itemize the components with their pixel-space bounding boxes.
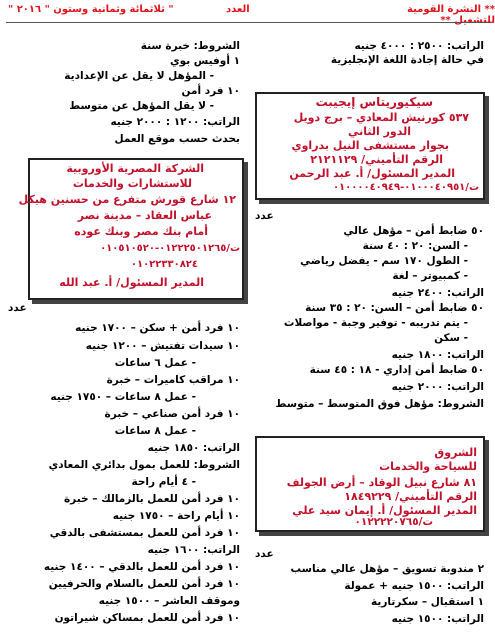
job-line: ١٠ مراقب كاميرات – خبرة xyxy=(106,374,240,386)
job-line: - كمبيوتر – لغة xyxy=(392,270,468,282)
job-line: ١ أوفيس بوي xyxy=(169,55,240,67)
company-name: الشركة المصرية الأوروبية xyxy=(66,162,204,175)
job-line: ٥٠ ضابط أمن – مؤهل عالي xyxy=(343,225,484,237)
job-line: - لا يقل المؤهل عن متوسط xyxy=(69,100,214,112)
count-label: عدد xyxy=(8,302,27,314)
company-phone: ت/٠١٢٢٢٢٠٧٦٥ xyxy=(354,516,433,528)
company-box-shorouk xyxy=(255,436,485,532)
job-line: - سكن xyxy=(434,332,468,344)
conditions-line: الشروط: خبرة سنة xyxy=(140,40,240,52)
job-line: ١٠ سيدات تفتيش – ١٢٠٠ جنيه xyxy=(85,340,240,352)
company-name: الشروق xyxy=(434,446,477,459)
job-line: ١٠ فرد أمن للعمل بالسلام والحرفيين xyxy=(48,578,240,590)
job-line: - السن: ٢٠ : ٤٠ سنة xyxy=(362,240,468,252)
text-line: الراتب: ٢٥٠٠ : ٤٠٠٠ جنيه xyxy=(354,40,484,52)
salary-line: الراتب: ٢٠٠٠ جنيه xyxy=(391,381,484,393)
header-divider xyxy=(6,22,490,23)
count-label: عدد xyxy=(255,548,274,560)
job-line: - عمل ٨ ساعات xyxy=(114,425,196,437)
company-box-egyptian-european xyxy=(18,158,244,300)
job-line: وموقف العاشر – ١٥٠٠ جنيه xyxy=(98,595,240,607)
company-phone: ٠١٠٢٢٣٣٠٨٢٤ xyxy=(130,259,198,270)
company-line: للسياحة والخدمات xyxy=(379,460,477,473)
company-line: ٨١ شارع نبيل الوقاد – أرض الجولف xyxy=(286,476,477,489)
company-line: المدير المسئول/ أ. عبد الرحمن xyxy=(289,167,455,180)
conditions-line: الشروط: للعمل بمول بدائري المعادي xyxy=(48,459,240,471)
issue-number: " ثلاثمائة وثمانية وستون " ٢٠١٦ " xyxy=(8,4,174,15)
job-line: ١٠ فرد أمن xyxy=(181,85,240,97)
issue-label: العدد xyxy=(226,4,250,15)
salary-line: الراتب: ١٨٠٠ جنيه xyxy=(391,349,484,361)
salary-line: الراتب: ١٨٥٠ جنيه xyxy=(147,442,240,454)
job-line: ١٠ فرد أمن للعمل بالدقي – ١٤٠٠ جنيه xyxy=(43,561,240,573)
company-line: للاستشارات والخدمات xyxy=(72,177,192,190)
company-line: ١٢ شارع قورش متفرع من حسنين هيكل xyxy=(18,193,236,206)
job-line: ١ استقبال – سكرتارية xyxy=(371,596,484,608)
company-line: الرقم التأميني/ ٢١٢١١٢٩ xyxy=(310,153,443,166)
left-column xyxy=(6,30,248,640)
job-line: ١٠ فرد أمن للعمل بالزمالك – خبرة xyxy=(63,493,240,505)
job-line: ١٠ فرد أمن صناعي – خبرة xyxy=(104,408,240,420)
job-line: ٥٠ ضابط أمن – السن: ٢٠ : ٣٥ سنة xyxy=(305,302,484,314)
salary-line: الراتب: ١٥٠٠ جنيه + عمولة xyxy=(344,580,484,592)
salary-line: الراتب: ١٥٠٠ جنيه xyxy=(391,613,484,625)
company-line: أمام بنك مصر وبنك عوده xyxy=(74,225,208,238)
job-line: - ٤ أيام راحة xyxy=(131,476,196,488)
salary-line: الراتب: ٢٤٠٠ جنيه xyxy=(391,287,484,299)
company-line: المدير المسئول/ أ. إيمان سيد علي xyxy=(292,504,477,517)
company-phone: ت/٠١٠٠٠٤٠٩٥١-٠١٠٠٠٠٤٠٩٤٩ xyxy=(332,182,479,193)
company-line: بجوار مستشفى النيل بدراوي xyxy=(291,139,449,152)
company-box-securitas xyxy=(255,92,485,200)
job-line: - عمل ٦ ساعات xyxy=(114,357,196,369)
text-line: في حالة إجادة اللغة الإنجليزية xyxy=(330,54,484,66)
company-name: سيكيوريتاس إيجيبت xyxy=(315,95,433,109)
conditions-line: الشروط: مؤهل فوق المتوسط – متوسط xyxy=(275,398,484,410)
salary-line: الراتب: ١٢٠٠ : ٢٠٠٠ جنيه xyxy=(110,116,240,128)
note-line: بحدث حسب موقع العمل xyxy=(114,133,240,145)
job-line: - الطول ١٧٠ سم - يفضل رياضي xyxy=(300,255,468,267)
job-line: - المؤهل لا يقل عن الإعدادية xyxy=(64,70,214,82)
page-header xyxy=(0,0,495,26)
company-line: المدير المسئول/ أ. عبد الله xyxy=(59,276,204,289)
company-line: ٥٣٧ كورنيش المعادي – برج دويل xyxy=(293,111,469,124)
publication-title: ** النشرة القومية للتشغيل ** xyxy=(407,4,495,26)
count-label: عدد xyxy=(255,210,274,222)
job-line: ١٠ أيام راحة – ١٧٥٠ جنيه xyxy=(112,510,240,522)
job-line: ١٠ فرد أمن + سكن – ١٧٠٠ جنيه xyxy=(75,322,240,334)
company-line: عباس العقاد – مدينة نصر xyxy=(77,209,212,222)
job-line: ١٠ فرد أمن للعمل بمساكن شيراتون xyxy=(54,612,240,624)
salary-line: الراتب: ١٦٠٠ جنيه xyxy=(147,544,240,556)
company-phone: ت/٠١٢٢٢٥٠١٢٦٥-٠١٠٥١٠٥٢٠ xyxy=(100,243,240,254)
right-column xyxy=(253,30,490,640)
job-line: - عمل ٨ ساعات – ١٧٥٠ جنيه xyxy=(50,391,196,403)
job-line: ٢ مندوبة تسويق – مؤهل عالي مناسب xyxy=(290,563,484,575)
job-line: ٥٠ ضابط أمن إداري - ١٨ : ٤٥ سنة xyxy=(309,364,484,376)
job-line: ١٠ فرد أمن للعمل بمستشفى بالدقي xyxy=(49,527,240,539)
job-line: - يتم تدريبه - توفير وجبة - مواصلات xyxy=(283,317,468,329)
company-line: الرقم التأميني/ ١٨٤٩٢٢٩ xyxy=(344,490,477,503)
company-line: الدور الثاني xyxy=(347,125,411,138)
